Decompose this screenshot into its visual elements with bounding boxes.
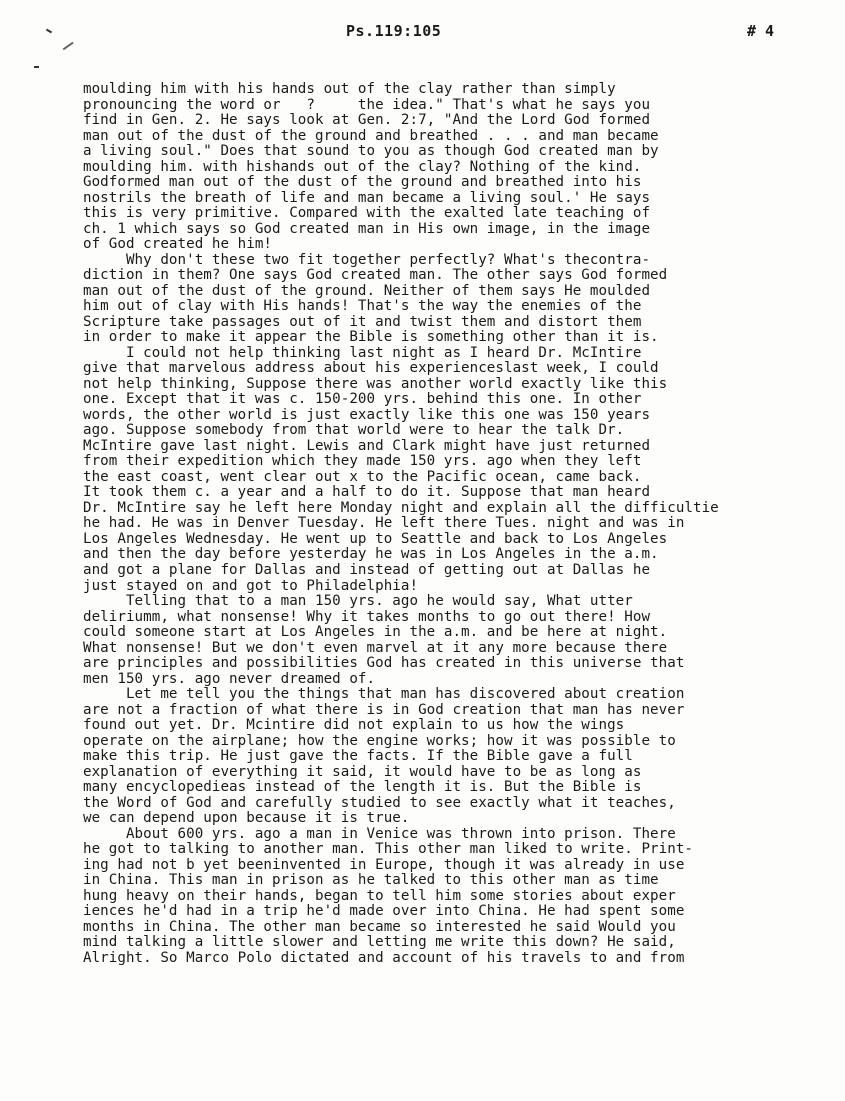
margin-mark xyxy=(46,29,52,34)
text-line: What nonsense! But we don't even marvel at it any more because there xyxy=(83,639,668,656)
text-line: he got to talking to another man. This other man liked to write. Print- xyxy=(83,841,694,858)
text-line: Dr. McIntire say he left here Monday night and explain all the difficultie xyxy=(83,499,719,516)
text-line: not help thinking, Suppose there was another world exactly like this xyxy=(83,375,668,392)
text-line: Let me tell you the things that man has discovered about creation xyxy=(83,686,685,703)
text-line: Alright. So Marco Polo dictated and account of his travels to and from xyxy=(83,949,685,966)
text-line: ch. 1 which says so God created man in His own image, in the image xyxy=(83,220,651,237)
text-line: Los Angeles Wednesday. He went up to Seattle and back to Los Angeles xyxy=(83,530,668,547)
text-line: are principles and possibilities God has created in this universe that xyxy=(83,655,685,672)
text-line: deliriumm, what nonsense! Why it takes months to go out there! How xyxy=(83,608,651,625)
text-line: found out yet. Dr. Mcintire did not explain to us how the wings xyxy=(83,717,625,734)
text-line: give that marvelous address about his experienceslast week, I could xyxy=(83,360,659,377)
margin-mark xyxy=(63,42,74,50)
text-line: ing had not b yet beeninvented in Europe, though it was already in use xyxy=(83,856,685,873)
text-line: Why don't these two fit together perfectly? What's thecontra- xyxy=(83,251,651,268)
text-line: Godformed man out of the dust of the ground and breathed into his xyxy=(83,174,642,191)
text-line: the east coast, went clear out x to the Pacific ocean, came back. xyxy=(83,468,642,485)
text-line: McIntire gave last night. Lewis and Clark might have just returned xyxy=(83,437,651,454)
text-line: nostrils the breath of life and man became a living soul.' He says xyxy=(83,189,651,206)
text-line: It took them c. a year and a half to do it. Suppose that man heard xyxy=(83,484,651,501)
text-line: a living soul." Does that sound to you as though God created man by xyxy=(83,143,659,160)
text-line: in order to make it appear the Bible is something other than it is. xyxy=(83,329,659,346)
text-line: we can depend upon because it is true. xyxy=(83,810,410,827)
text-line: the Word of God and carefully studied to see exactly what it teaches, xyxy=(83,794,676,811)
text-line: from their expedition which they made 150 yrs. ago when they left xyxy=(83,453,642,470)
text-line: man out of the dust of the ground. Neither of them says He moulded xyxy=(83,282,651,299)
text-line: words, the other world is just exactly like this one was 150 years xyxy=(83,406,651,423)
text-line: many encyclopedieas instead of the length it is. But the Bible is xyxy=(83,779,642,796)
text-line: operate on the airplane; how the engine works; how it was possible to xyxy=(83,732,676,749)
text-line: man out of the dust of the ground and breathed . . . and man became xyxy=(83,127,659,144)
text-line: iences he'd had in a trip he'd made over into China. He had spent some xyxy=(83,903,685,920)
text-line: explanation of everything it said, it would have to be as long as xyxy=(83,763,642,780)
text-line: moulding him with his hands out of the clay rather than simply xyxy=(83,81,616,97)
text-line: make this trip. He just gave the facts. If the Bible gave a full xyxy=(83,748,633,765)
text-line: just stayed on and got to Philadelphia! xyxy=(83,577,419,594)
text-line: men 150 yrs. ago never dreamed of. xyxy=(83,670,376,687)
text-line: this is very primitive. Compared with the exalted late teaching of xyxy=(83,205,651,222)
text-line: he had. He was in Denver Tuesday. He left there Tues. night and was in xyxy=(83,515,685,532)
scripture-reference: Ps.119:105 xyxy=(346,22,442,40)
text-line: him out of clay with His hands! That's the way the enemies of the xyxy=(83,298,642,315)
text-line: could someone start at Los Angeles in the a.m. and be here at night. xyxy=(83,624,668,641)
text-line: one. Except that it was c. 150-200 yrs. behind this one. In other xyxy=(83,391,642,408)
text-line: About 600 yrs. ago a man in Venice was thrown into prison. There xyxy=(83,825,676,842)
typed-body-text xyxy=(83,82,843,966)
text-line: months in China. The other man became so interested he said Would you xyxy=(83,918,676,935)
text-line: Scripture take passages out of it and twist them and distort them xyxy=(83,313,642,330)
text-line: hung heavy on their hands, began to tell him some stories about exper xyxy=(83,887,676,904)
text-line: find in Gen. 2. He says look at Gen. 2:7, "And the Lord God formed xyxy=(83,112,651,129)
text-line: mind talking a little slower and letting me write this down? He said, xyxy=(83,934,676,951)
text-line: and then the day before yesterday he was in Los Angeles in the a.m. xyxy=(83,546,659,563)
text-line: ago. Suppose somebody from that world were to hear the talk Dr. xyxy=(83,422,625,439)
text-line: moulding him. with hishands out of the clay? Nothing of the kind. xyxy=(83,158,642,175)
text-line: Telling that to a man 150 yrs. ago he would say, What utter xyxy=(83,593,633,610)
text-line: of God created he him! xyxy=(83,236,273,253)
text-line: are not a fraction of what there is in God creation that man has never xyxy=(83,701,685,718)
text-line: diction in them? One says God created man. The other says God formed xyxy=(83,267,668,284)
text-line: I could not help thinking last night as I heard Dr. McIntire xyxy=(83,344,642,361)
page-number: # 4 xyxy=(747,22,775,40)
text-line: and got a plane for Dallas and instead of getting out at Dallas he xyxy=(83,561,651,578)
margin-mark xyxy=(34,66,39,68)
text-line: in China. This man in prison as he talked to this other man as time xyxy=(83,872,659,889)
text-line: pronouncing the word or ? the idea." That's what he says you xyxy=(83,96,651,113)
